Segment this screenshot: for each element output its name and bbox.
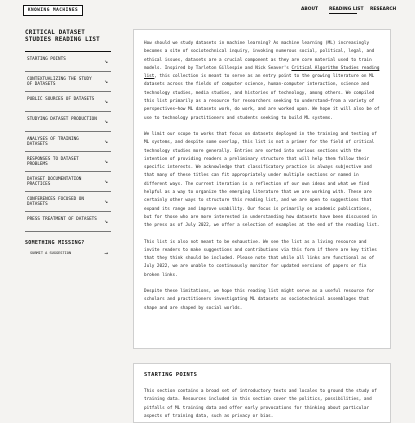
arrow-down-right-icon: ↘ — [104, 97, 108, 105]
arrow-down-right-icon: ↘ — [104, 197, 108, 205]
submit-suggestion-label: SUBMIT A SUGGESTION — [30, 251, 72, 255]
sidebar-item-public-sources[interactable] — [25, 92, 111, 112]
arrow-down-right-icon: ↘ — [104, 157, 108, 165]
sidebar-item-responses[interactable] — [25, 152, 111, 172]
sidebar-item-contextualizing[interactable] — [25, 72, 111, 92]
arrow-down-right-icon: ↘ — [104, 217, 108, 225]
sidebar-item-label: RESPONSES TO DATASET PROBLEMS — [27, 157, 79, 167]
arrow-down-right-icon: ↘ — [104, 77, 108, 85]
site-logo[interactable]: KNOWING MACHINES — [23, 5, 83, 16]
intro-paragraph-4: Despite these limitations, we hope this reading list might serve as a useful resource for scholars and practitioners investigating ML datasets as sociotechnical assemblages that shape and are shaped by social worlds. — [144, 289, 375, 311]
arrow-right-icon: → — [104, 250, 108, 257]
intro-paragraph-2: We limit our scope to works that focus on datasets deployed in the training and testing of ML systems, and despite some overlap, this list is not a primer for the field of critical technology studies more generally. Entries are sorted into various sections with the intention of providing readers a preliminary structure that will help them follow their specific interests. We acknowledge that classificatory practice is always subjective and that many of these titles can fit appropriately under multiple sections or named in different ways. The current iteration is a reflection of our own ideas and what we find helpful as a way to organize the emerging literature that we are working with. These are certainly other ways to structure this reading list, and we are open to suggestions that expand its range and improve usability. Our focus is primarily on academic publications, but for those who are more interested in understanding how datasets have been discussed in the press as of July 2022, we offer a selection of examples at the end of the reading list. — [144, 131, 380, 229]
intro-paragraph-3: This list is also not meant to be exhaustive. We see the list as a living resource and invite readers to make suggestions and contributions via this form if there are key titles that they think should be included. Please note that while all links are functional as of July 2022, we are unable to continuously monitor for updated versions of papers or fix broken links. — [144, 239, 377, 278]
arrow-down-right-icon: ↘ — [104, 57, 108, 65]
sidebar-item-label: PUBLIC SOURCES OF DATASETS — [27, 97, 95, 102]
sidebar-item-label: CONTEXTUALIZING THE STUDY OF DATASETS — [27, 77, 92, 87]
sidebar — [25, 30, 111, 257]
sidebar-item-analyses[interactable] — [25, 132, 111, 152]
sidebar-item-label: STARTING POINTS — [27, 57, 66, 62]
sidebar-item-label: CONFERENCES FOCUSED ON DATASETS — [27, 197, 84, 207]
top-bar — [0, 0, 415, 20]
arrow-down-right-icon: ↘ — [104, 137, 108, 145]
intro-text: , this collection is meant to serve as an entry point to the growing literature on ML datasets across the fields of computer science, human-computer interaction, science and technology studies, media studies, and histories of technology, among others. We compiled this list primarily as a resource for researchers seeking to understand—from a variety of perspectives—how ML datasets work, do work, and are worked upon. We hope it will also be of use to technology practitioners and students seeking to build ML systems. — [144, 74, 380, 121]
sidebar-item-label: PRESS TREATMENT OF DATASETS — [27, 217, 97, 222]
sidebar-item-starting-points[interactable] — [25, 52, 111, 72]
sidebar-list — [25, 51, 111, 232]
section-starting-points — [133, 363, 391, 423]
critical-algorithm-studies-link[interactable]: Critical Algorithm Studies reading list — [144, 65, 380, 80]
active-nav-underline — [329, 13, 357, 14]
sidebar-item-dataset-production[interactable] — [25, 112, 111, 132]
intro-paragraph-1 — [144, 40, 380, 123]
arrow-down-right-icon: ↘ — [104, 177, 108, 185]
nav-reading-list[interactable]: READING LIST — [329, 7, 364, 12]
something-missing — [25, 240, 111, 257]
something-missing-title: SOMETHING MISSING? — [25, 240, 85, 246]
section-description: This section contains a broad set of introductory texts and locales to ground the study of training data. Resources included in this section cover the politics, possibilities, and pitfalls of ML training data and offer early provocations for thinking about particular aspects of training data, such as privacy or bias. — [144, 389, 377, 419]
sidebar-item-label: DATASET DOCUMENTATION PRACTICES — [27, 177, 82, 187]
intro-card — [133, 29, 391, 349]
nav-about[interactable]: ABOUT — [301, 7, 319, 12]
sidebar-item-conferences[interactable] — [25, 192, 111, 212]
submit-suggestion-link[interactable] — [25, 250, 111, 257]
sidebar-title: CRITICAL DATASET STUDIES READING LIST — [25, 30, 100, 43]
arrow-down-right-icon: ↘ — [104, 117, 108, 125]
sidebar-item-label: STUDYING DATASET PRODUCTION — [27, 117, 97, 122]
nav-research[interactable]: RESEARCH — [370, 7, 397, 12]
sidebar-item-documentation[interactable] — [25, 172, 111, 192]
section-title: STARTING POINTS — [144, 372, 198, 378]
sidebar-item-label: ANALYSES OF TRAINING DATASETS — [27, 137, 79, 147]
intro-text: How should we study datasets in machine learning? As machine learning (ML) increasingly becomes a site of sociotechnical inquiry, invoking numerous social, political, legal, and ethical issues, datasets are a crucial component as they are core material used to train models. Inspired by Tarleton Gillespie and Nick Seaver's — [144, 41, 375, 71]
sidebar-item-press[interactable] — [25, 212, 111, 232]
